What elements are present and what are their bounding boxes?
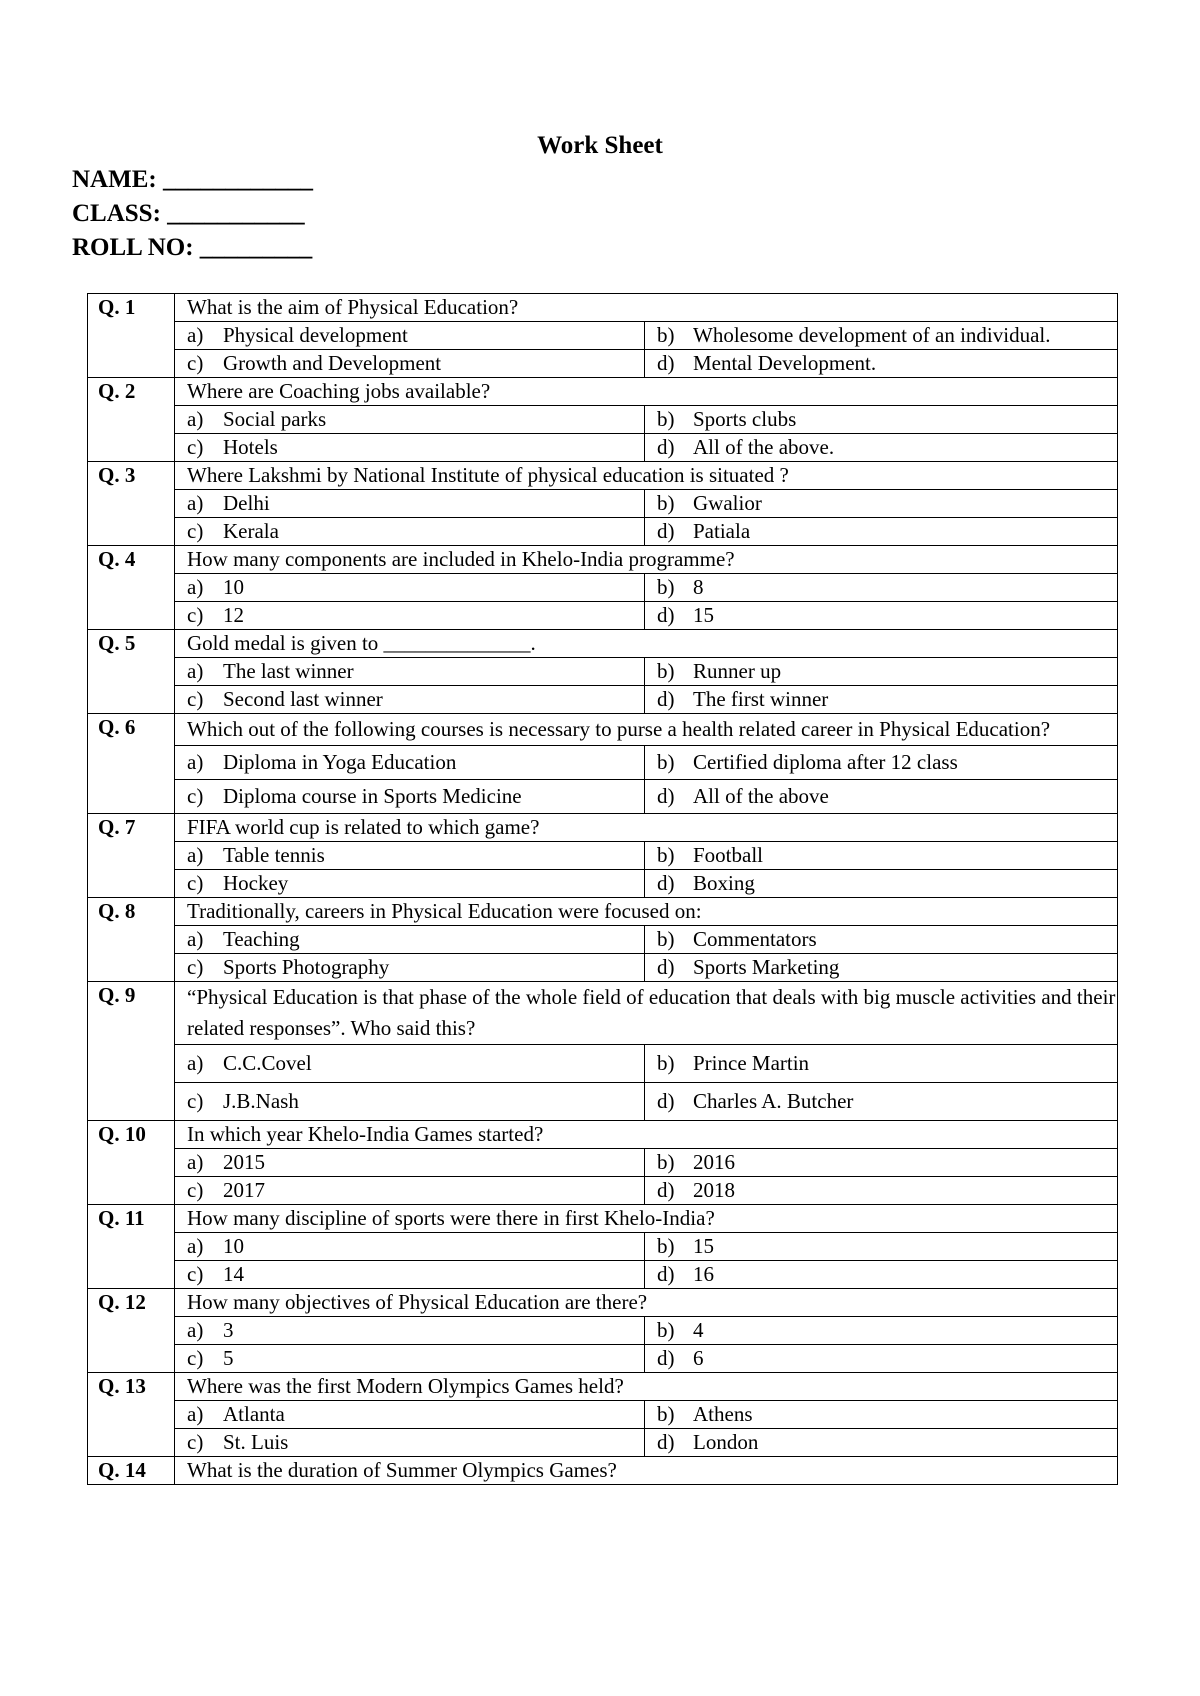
question-row (88, 1121, 1118, 1149)
option-text: Runner up (693, 659, 782, 683)
question-number: Q. 7 (88, 814, 175, 898)
question-text: How many objectives of Physical Education are there? (175, 1289, 1118, 1317)
option-text: Teaching (223, 927, 300, 951)
question-row (88, 1373, 1118, 1401)
option-a (175, 658, 645, 686)
question-text: Traditionally, careers in Physical Education were focused on: (175, 898, 1118, 926)
questions-table (87, 293, 1118, 1485)
question-text: How many discipline of sports were there in first Khelo-India? (175, 1205, 1118, 1233)
question-number: Q. 9 (88, 982, 175, 1121)
option-label: a) (187, 750, 204, 774)
option-text: The first winner (693, 687, 829, 711)
option-b (645, 658, 1118, 686)
option-c (175, 1261, 645, 1289)
question-text: Which out of the following courses is necessary to purse a health related career in Physical Education? (175, 714, 1118, 746)
option-a (175, 490, 645, 518)
option-a (175, 322, 645, 350)
question-number: Q. 6 (88, 714, 175, 814)
question-number: Q. 1 (88, 294, 175, 378)
option-label: a) (187, 1234, 204, 1258)
option-label: b) (657, 1150, 675, 1174)
option-text: Table tennis (223, 843, 325, 867)
option-text: 4 (693, 1318, 704, 1342)
option-d (645, 1083, 1118, 1121)
option-text: Kerala (223, 519, 279, 543)
option-row (88, 1317, 1118, 1345)
question-text: What is the duration of Summer Olympics Games? (175, 1457, 1118, 1485)
option-row (88, 1045, 1118, 1083)
option-row (88, 1233, 1118, 1261)
option-row (88, 490, 1118, 518)
option-label: d) (657, 603, 675, 627)
option-b (645, 842, 1118, 870)
option-label: a) (187, 927, 204, 951)
option-row (88, 1401, 1118, 1429)
question-row (88, 1457, 1118, 1485)
option-text: 2015 (223, 1150, 265, 1174)
option-text: 3 (223, 1318, 234, 1342)
option-row (88, 1261, 1118, 1289)
option-c (175, 1429, 645, 1457)
option-text: Second last winner (223, 687, 383, 711)
option-text: Social parks (223, 407, 327, 431)
option-label: c) (187, 1430, 204, 1454)
question-text: Where Lakshmi by National Institute of physical education is situated ? (175, 462, 1118, 490)
option-label: d) (657, 784, 675, 808)
option-text: C.C.Covel (223, 1051, 312, 1075)
option-text: Mental Development. (693, 351, 877, 375)
option-text: 2018 (693, 1178, 735, 1202)
question-row (88, 294, 1118, 322)
option-label: c) (187, 1178, 204, 1202)
option-row (88, 1083, 1118, 1121)
option-b (645, 1317, 1118, 1345)
question-row (88, 898, 1118, 926)
option-text: Charles A. Butcher (693, 1089, 854, 1113)
option-d (645, 1261, 1118, 1289)
option-row (88, 574, 1118, 602)
option-d (645, 686, 1118, 714)
option-row (88, 842, 1118, 870)
option-b (645, 490, 1118, 518)
question-row (88, 378, 1118, 406)
option-c (175, 954, 645, 982)
option-text: 15 (693, 1234, 714, 1258)
option-text: London (693, 1430, 759, 1454)
option-label: b) (657, 1051, 675, 1075)
option-d (645, 870, 1118, 898)
option-d (645, 602, 1118, 630)
option-text: 10 (223, 1234, 244, 1258)
option-label: c) (187, 784, 204, 808)
option-a (175, 1317, 645, 1345)
option-text: Wholesome development of an individual. (693, 323, 1051, 347)
option-a (175, 842, 645, 870)
option-text: Hotels (223, 435, 278, 459)
question-number: Q. 12 (88, 1289, 175, 1373)
option-label: a) (187, 843, 204, 867)
option-c (175, 686, 645, 714)
option-text: Certified diploma after 12 class (693, 750, 958, 774)
option-text: All of the above. (693, 435, 835, 459)
option-label: c) (187, 1346, 204, 1370)
option-row (88, 780, 1118, 814)
option-c (175, 518, 645, 546)
option-text: 2017 (223, 1178, 265, 1202)
question-row (88, 462, 1118, 490)
option-label: b) (657, 1402, 675, 1426)
option-text: J.B.Nash (223, 1089, 299, 1113)
option-c (175, 780, 645, 814)
option-text: 16 (693, 1262, 714, 1286)
option-d (645, 1177, 1118, 1205)
option-row (88, 322, 1118, 350)
question-text: In which year Khelo-India Games started? (175, 1121, 1118, 1149)
option-text: Diploma course in Sports Medicine (223, 784, 522, 808)
option-label: a) (187, 491, 204, 515)
option-c (175, 870, 645, 898)
option-label: b) (657, 843, 675, 867)
option-d (645, 780, 1118, 814)
option-row (88, 926, 1118, 954)
question-number: Q. 2 (88, 378, 175, 462)
option-label: a) (187, 1051, 204, 1075)
option-row (88, 746, 1118, 780)
option-label: b) (657, 750, 675, 774)
question-number: Q. 8 (88, 898, 175, 982)
question-row (88, 1205, 1118, 1233)
option-text: 8 (693, 575, 704, 599)
option-text: Sports Photography (223, 955, 390, 979)
option-row (88, 602, 1118, 630)
question-number: Q. 4 (88, 546, 175, 630)
option-b (645, 926, 1118, 954)
option-label: c) (187, 435, 204, 459)
option-text: 5 (223, 1346, 234, 1370)
option-text: 14 (223, 1262, 244, 1286)
option-label: b) (657, 323, 675, 347)
question-text: Where are Coaching jobs available? (175, 378, 1118, 406)
question-text: FIFA world cup is related to which game? (175, 814, 1118, 842)
option-text: Physical development (223, 323, 408, 347)
option-text: Athens (693, 1402, 753, 1426)
option-c (175, 434, 645, 462)
option-label: d) (657, 519, 675, 543)
option-c (175, 1083, 645, 1121)
option-d (645, 954, 1118, 982)
option-text: Atlanta (223, 1402, 285, 1426)
option-label: b) (657, 575, 675, 599)
option-row (88, 518, 1118, 546)
option-row (88, 686, 1118, 714)
option-c (175, 350, 645, 378)
option-text: Growth and Development (223, 351, 442, 375)
question-number: Q. 14 (88, 1457, 175, 1485)
option-label: a) (187, 575, 204, 599)
question-text: Gold medal is given to ______________. (175, 630, 1118, 658)
option-label: c) (187, 955, 204, 979)
question-number: Q. 11 (88, 1205, 175, 1289)
option-a (175, 574, 645, 602)
option-d (645, 350, 1118, 378)
option-b (645, 406, 1118, 434)
option-text: 6 (693, 1346, 704, 1370)
option-label: b) (657, 1318, 675, 1342)
option-b (645, 1401, 1118, 1429)
option-b (645, 1045, 1118, 1083)
option-a (175, 746, 645, 780)
question-text: “Physical Education is that phase of the whole field of education that deals with big muscle activities and their related responses”. Who said this? (175, 982, 1118, 1045)
option-c (175, 602, 645, 630)
question-row (88, 982, 1118, 1045)
option-d (645, 434, 1118, 462)
question-number: Q. 3 (88, 462, 175, 546)
question-text: How many components are included in Khelo-India programme? (175, 546, 1118, 574)
question-number: Q. 10 (88, 1121, 175, 1205)
option-row (88, 1429, 1118, 1457)
option-a (175, 1045, 645, 1083)
option-text: Delhi (223, 491, 270, 515)
option-text: Hockey (223, 871, 289, 895)
option-d (645, 1345, 1118, 1373)
option-row (88, 954, 1118, 982)
option-label: c) (187, 1262, 204, 1286)
option-row (88, 1345, 1118, 1373)
option-text: Commentators (693, 927, 817, 951)
option-label: b) (657, 491, 675, 515)
option-b (645, 322, 1118, 350)
option-label: c) (187, 351, 204, 375)
option-text: Prince Martin (693, 1051, 810, 1075)
option-text: Sports clubs (693, 407, 797, 431)
option-label: b) (657, 927, 675, 951)
option-d (645, 1429, 1118, 1457)
option-label: d) (657, 351, 675, 375)
option-text: Diploma in Yoga Education (223, 750, 457, 774)
roll-no-field: ROLL NO: _________ (72, 234, 313, 261)
question-row (88, 1289, 1118, 1317)
option-label: c) (187, 1089, 204, 1113)
option-row (88, 870, 1118, 898)
option-text: 2016 (693, 1150, 735, 1174)
class-field: CLASS: ___________ (72, 200, 305, 227)
option-row (88, 406, 1118, 434)
option-row (88, 1177, 1118, 1205)
option-text: Boxing (693, 871, 755, 895)
question-row (88, 630, 1118, 658)
option-b (645, 574, 1118, 602)
question-text: Where was the first Modern Olympics Games held? (175, 1373, 1118, 1401)
option-label: a) (187, 1318, 204, 1342)
question-row (88, 814, 1118, 842)
option-label: c) (187, 519, 204, 543)
option-label: b) (657, 1234, 675, 1258)
question-row (88, 714, 1118, 746)
option-text: St. Luis (223, 1430, 289, 1454)
option-label: a) (187, 659, 204, 683)
option-text: 10 (223, 575, 244, 599)
option-a (175, 1401, 645, 1429)
option-b (645, 746, 1118, 780)
option-label: d) (657, 955, 675, 979)
option-a (175, 1233, 645, 1261)
question-number: Q. 13 (88, 1373, 175, 1457)
option-a (175, 1149, 645, 1177)
option-c (175, 1177, 645, 1205)
option-label: b) (657, 407, 675, 431)
option-b (645, 1233, 1118, 1261)
option-label: c) (187, 687, 204, 711)
option-text: Patiala (693, 519, 751, 543)
option-text: 12 (223, 603, 244, 627)
option-row (88, 1149, 1118, 1177)
option-label: a) (187, 1150, 204, 1174)
name-field: NAME: ____________ (72, 166, 313, 193)
option-label: d) (657, 1178, 675, 1202)
option-label: c) (187, 603, 204, 627)
option-row (88, 434, 1118, 462)
option-label: a) (187, 1402, 204, 1426)
option-label: a) (187, 407, 204, 431)
option-text: Sports Marketing (693, 955, 840, 979)
option-row (88, 658, 1118, 686)
question-row (88, 546, 1118, 574)
page-title: Work Sheet (537, 132, 663, 159)
option-row (88, 350, 1118, 378)
option-a (175, 926, 645, 954)
option-text: Football (693, 843, 764, 867)
question-number: Q. 5 (88, 630, 175, 714)
option-d (645, 518, 1118, 546)
option-label: d) (657, 1430, 675, 1454)
question-text: What is the aim of Physical Education? (175, 294, 1118, 322)
option-text: Gwalior (693, 491, 762, 515)
option-label: d) (657, 687, 675, 711)
option-a (175, 406, 645, 434)
option-text: The last winner (223, 659, 354, 683)
option-label: d) (657, 1346, 675, 1370)
option-text: All of the above (693, 784, 829, 808)
option-c (175, 1345, 645, 1373)
option-label: d) (657, 871, 675, 895)
option-b (645, 1149, 1118, 1177)
option-label: d) (657, 435, 675, 459)
option-label: c) (187, 871, 204, 895)
option-label: b) (657, 659, 675, 683)
option-text: 15 (693, 603, 714, 627)
option-label: d) (657, 1089, 675, 1113)
option-label: d) (657, 1262, 675, 1286)
option-label: a) (187, 323, 204, 347)
